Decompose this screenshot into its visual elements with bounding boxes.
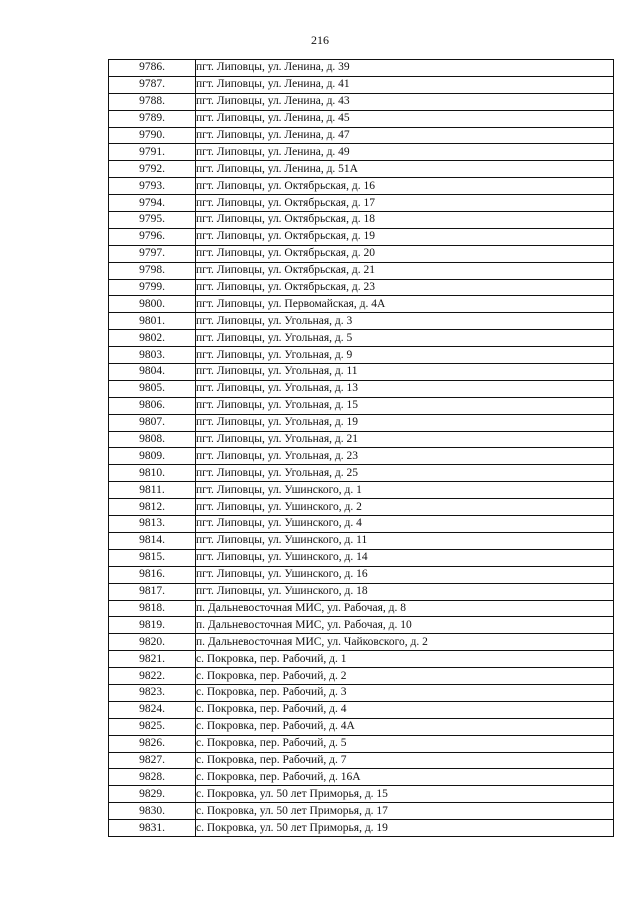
table-row [109, 76, 614, 93]
row-number: 9817. [109, 583, 196, 600]
row-address: с. Покровка, пер. Рабочий, д. 1 [196, 651, 614, 668]
row-address: пгт. Липовцы, ул. Ленина, д. 41 [196, 76, 614, 93]
row-address: пгт. Липовцы, ул. Угольная, д. 3 [196, 313, 614, 330]
row-number: 9825. [109, 718, 196, 735]
table-row [109, 718, 614, 735]
row-address: пгт. Липовцы, ул. Ленина, д. 43 [196, 93, 614, 110]
table-row [109, 532, 614, 549]
row-number: 9798. [109, 262, 196, 279]
row-number: 9821. [109, 651, 196, 668]
row-number: 9800. [109, 296, 196, 313]
row-address: пгт. Липовцы, ул. Угольная, д. 15 [196, 397, 614, 414]
table-row [109, 634, 614, 651]
row-number: 9831. [109, 820, 196, 837]
table-row [109, 549, 614, 566]
row-number: 9812. [109, 499, 196, 516]
table-row [109, 786, 614, 803]
row-number: 9829. [109, 786, 196, 803]
row-address: п. Дальневосточная МИС, ул. Чайковского, д. 2 [196, 634, 614, 651]
row-number: 9799. [109, 279, 196, 296]
row-number: 9805. [109, 380, 196, 397]
page-number: 216 [311, 33, 329, 47]
row-address: пгт. Липовцы, ул. Ленина, д. 39 [196, 60, 614, 77]
table-row [109, 820, 614, 837]
row-address: пгт. Липовцы, ул. Угольная, д. 23 [196, 448, 614, 465]
table-row [109, 803, 614, 820]
table-row [109, 110, 614, 127]
row-number: 9819. [109, 617, 196, 634]
row-number: 9803. [109, 347, 196, 364]
row-address: с. Покровка, ул. 50 лет Приморья, д. 15 [196, 786, 614, 803]
row-number: 9802. [109, 330, 196, 347]
row-number: 9814. [109, 532, 196, 549]
row-number: 9820. [109, 634, 196, 651]
row-address: с. Покровка, пер. Рабочий, д. 5 [196, 735, 614, 752]
table-row [109, 296, 614, 313]
row-address: пгт. Липовцы, ул. Октябрьская, д. 17 [196, 195, 614, 212]
table-row [109, 684, 614, 701]
row-number: 9804. [109, 364, 196, 381]
row-address: п. Дальневосточная МИС, ул. Рабочая, д. 10 [196, 617, 614, 634]
table-row [109, 330, 614, 347]
table-row [109, 93, 614, 110]
table-row [109, 347, 614, 364]
row-number: 9828. [109, 769, 196, 786]
row-address: пгт. Липовцы, ул. Угольная, д. 5 [196, 330, 614, 347]
table-row [109, 583, 614, 600]
row-address: пгт. Липовцы, ул. Ленина, д. 49 [196, 144, 614, 161]
row-number: 9827. [109, 752, 196, 769]
table-row [109, 364, 614, 381]
table-row [109, 380, 614, 397]
row-number: 9797. [109, 245, 196, 262]
row-address: п. Дальневосточная МИС, ул. Рабочая, д. 8 [196, 600, 614, 617]
row-number: 9809. [109, 448, 196, 465]
row-address: с. Покровка, пер. Рабочий, д. 7 [196, 752, 614, 769]
table-row [109, 212, 614, 229]
table-row [109, 397, 614, 414]
table-row [109, 313, 614, 330]
row-number: 9791. [109, 144, 196, 161]
row-address: пгт. Липовцы, ул. Октябрьская, д. 23 [196, 279, 614, 296]
row-number: 9786. [109, 60, 196, 77]
row-number: 9807. [109, 414, 196, 431]
row-number: 9811. [109, 482, 196, 499]
table-row [109, 431, 614, 448]
row-number: 9794. [109, 195, 196, 212]
row-number: 9793. [109, 178, 196, 195]
table-row [109, 651, 614, 668]
row-number: 9822. [109, 668, 196, 685]
table-row [109, 465, 614, 482]
row-address: пгт. Липовцы, ул. Ушинского, д. 1 [196, 482, 614, 499]
row-address: пгт. Липовцы, ул. Октябрьская, д. 19 [196, 228, 614, 245]
table-row [109, 279, 614, 296]
row-number: 9787. [109, 76, 196, 93]
row-address: пгт. Липовцы, ул. Угольная, д. 21 [196, 431, 614, 448]
row-address: пгт. Липовцы, ул. Ушинского, д. 14 [196, 549, 614, 566]
row-number: 9792. [109, 161, 196, 178]
row-address: с. Покровка, пер. Рабочий, д. 4 [196, 701, 614, 718]
row-address: пгт. Липовцы, ул. Угольная, д. 11 [196, 364, 614, 381]
table-row [109, 448, 614, 465]
row-number: 9795. [109, 212, 196, 229]
row-address: с. Покровка, пер. Рабочий, д. 16А [196, 769, 614, 786]
table-row [109, 161, 614, 178]
row-address: пгт. Липовцы, ул. Угольная, д. 9 [196, 347, 614, 364]
table-row [109, 752, 614, 769]
table-row [109, 414, 614, 431]
row-address: пгт. Липовцы, ул. Угольная, д. 19 [196, 414, 614, 431]
table-row [109, 60, 614, 77]
table-row [109, 769, 614, 786]
row-address: пгт. Липовцы, ул. Ленина, д. 51А [196, 161, 614, 178]
row-address: пгт. Липовцы, ул. Ушинского, д. 11 [196, 532, 614, 549]
row-address: пгт. Липовцы, ул. Первомайская, д. 4А [196, 296, 614, 313]
table-row [109, 178, 614, 195]
row-address: пгт. Липовцы, ул. Угольная, д. 25 [196, 465, 614, 482]
row-address: пгт. Липовцы, ул. Ленина, д. 45 [196, 110, 614, 127]
row-address: с. Покровка, пер. Рабочий, д. 2 [196, 668, 614, 685]
row-number: 9830. [109, 803, 196, 820]
table-row [109, 245, 614, 262]
row-address: с. Покровка, ул. 50 лет Приморья, д. 17 [196, 803, 614, 820]
row-address: пгт. Липовцы, ул. Ушинского, д. 2 [196, 499, 614, 516]
table-row [109, 600, 614, 617]
row-address: с. Покровка, пер. Рабочий, д. 3 [196, 684, 614, 701]
row-address: пгт. Липовцы, ул. Ушинского, д. 4 [196, 516, 614, 533]
table-row [109, 195, 614, 212]
table-row [109, 499, 614, 516]
row-number: 9808. [109, 431, 196, 448]
table-row [109, 482, 614, 499]
address-table [108, 59, 614, 837]
row-number: 9801. [109, 313, 196, 330]
row-number: 9818. [109, 600, 196, 617]
row-address: пгт. Липовцы, ул. Ушинского, д. 18 [196, 583, 614, 600]
row-number: 9796. [109, 228, 196, 245]
table-row [109, 617, 614, 634]
row-number: 9790. [109, 127, 196, 144]
table-row [109, 262, 614, 279]
table-row [109, 566, 614, 583]
table-row [109, 701, 614, 718]
table-row [109, 735, 614, 752]
row-number: 9823. [109, 684, 196, 701]
row-address: с. Покровка, пер. Рабочий, д. 4А [196, 718, 614, 735]
row-number: 9788. [109, 93, 196, 110]
table-row [109, 516, 614, 533]
address-table-body [109, 60, 614, 837]
row-address: пгт. Липовцы, ул. Октябрьская, д. 20 [196, 245, 614, 262]
table-row [109, 144, 614, 161]
table-row [109, 668, 614, 685]
row-address: пгт. Липовцы, ул. Ленина, д. 47 [196, 127, 614, 144]
row-number: 9824. [109, 701, 196, 718]
row-address: пгт. Липовцы, ул. Ушинского, д. 16 [196, 566, 614, 583]
table-row [109, 127, 614, 144]
row-number: 9815. [109, 549, 196, 566]
row-address: пгт. Липовцы, ул. Октябрьская, д. 18 [196, 212, 614, 229]
table-row [109, 228, 614, 245]
row-address: пгт. Липовцы, ул. Угольная, д. 13 [196, 380, 614, 397]
row-number: 9789. [109, 110, 196, 127]
row-address: с. Покровка, ул. 50 лет Приморья, д. 19 [196, 820, 614, 837]
row-number: 9816. [109, 566, 196, 583]
row-address: пгт. Липовцы, ул. Октябрьская, д. 16 [196, 178, 614, 195]
row-number: 9813. [109, 516, 196, 533]
row-number: 9806. [109, 397, 196, 414]
row-address: пгт. Липовцы, ул. Октябрьская, д. 21 [196, 262, 614, 279]
row-number: 9826. [109, 735, 196, 752]
row-number: 9810. [109, 465, 196, 482]
